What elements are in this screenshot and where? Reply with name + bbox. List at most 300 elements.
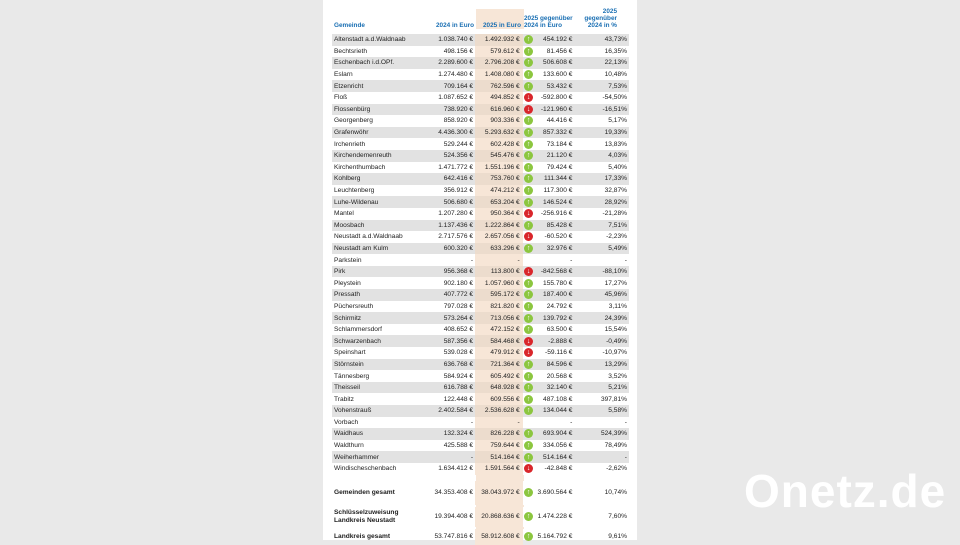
difference-euro: 155.780 € [543, 279, 573, 287]
table-row [332, 312, 629, 324]
arrow-up-icon: ↑ [524, 372, 533, 381]
value-2025: 2.796.208 € [475, 57, 523, 69]
table-row [332, 69, 629, 81]
municipality-name: Vorbach [334, 418, 359, 426]
difference-euro: -592.800 € [540, 94, 573, 102]
difference-euro: 84.596 € [546, 360, 573, 368]
value-2025: 1.222.864 € [475, 220, 523, 232]
trend-cell [523, 359, 535, 371]
value-2025: 1.591.564 € [475, 463, 523, 475]
value-2024: - [470, 256, 474, 264]
difference-percent: 7,53% [608, 82, 627, 90]
trend-cell [523, 440, 535, 452]
municipality-name: Schlammersdorf [334, 326, 383, 334]
table-row [332, 254, 629, 266]
trend-cell [523, 266, 535, 278]
table-row [332, 266, 629, 278]
difference-percent: 19,33% [604, 129, 627, 137]
value-2025: 759.644 € [475, 440, 523, 452]
trend-cell [523, 185, 535, 197]
difference-euro: - [570, 256, 573, 264]
municipality-name: Georgenberg [334, 117, 373, 125]
trend-cell [523, 80, 535, 92]
value-2025: 1.057.960 € [475, 277, 523, 289]
arrow-up-icon: ↑ [524, 290, 533, 299]
table-row [332, 46, 629, 58]
municipality-name: Windischeschenbach [334, 465, 397, 473]
value-2024: 1.038.740 € [438, 36, 474, 44]
municipality-name: Kirchendemenreuth [334, 152, 392, 160]
table-row [332, 335, 629, 347]
table-row [332, 220, 629, 232]
difference-percent: 4,03% [608, 152, 627, 160]
municipality-name: Störnstein [334, 360, 364, 368]
difference-euro: 487.108 € [543, 395, 573, 403]
table-row [332, 393, 629, 405]
trend-cell [523, 393, 535, 405]
header-pct: 2025 gegenüber 2024 in % [584, 8, 617, 29]
municipality-name: Neustadt a.d.Waldnaab [334, 233, 403, 241]
trend-cell [523, 173, 535, 185]
value-2024: 539.028 € [443, 349, 474, 357]
municipality-name: Pirk [334, 268, 346, 276]
total-2024: 53.747.816 € [434, 533, 474, 541]
table-row [332, 138, 629, 150]
header-gemeinde: Gemeinde [334, 22, 365, 29]
value-2024: 584.924 € [443, 372, 474, 380]
table-row [332, 162, 629, 174]
difference-euro: 63.500 € [546, 326, 573, 334]
municipality-name: Pressath [334, 291, 361, 299]
table-row [332, 324, 629, 336]
total-difference-percent: 7,60% [608, 513, 627, 521]
total-label: Schlüsselzuweisung Landkreis Neustadt [334, 508, 399, 524]
table-row [332, 104, 629, 116]
table-row [332, 463, 629, 475]
difference-percent: 78,49% [604, 442, 627, 450]
value-2024: 636.768 € [443, 360, 474, 368]
arrow-up-icon: ↑ [524, 116, 533, 125]
value-2025: 472.152 € [475, 324, 523, 336]
municipality-name: Eslarn [334, 71, 353, 79]
difference-percent: 32,87% [604, 187, 627, 195]
difference-euro: 117.300 € [543, 187, 573, 195]
difference-percent: -54,50% [602, 94, 627, 102]
total-difference-percent: 9,61% [608, 533, 627, 541]
municipality-name: Parkstein [334, 256, 362, 264]
difference-euro: -42.848 € [544, 465, 573, 473]
table-row [332, 347, 629, 359]
value-2024: 122.448 € [443, 395, 474, 403]
value-2024: 600.320 € [443, 244, 474, 252]
trend-cell [523, 277, 535, 289]
value-2024: 1.137.436 € [438, 221, 474, 229]
trend-cell [523, 57, 535, 69]
trend-cell [523, 208, 535, 220]
difference-percent: 397,81% [600, 395, 627, 403]
trend-cell [523, 324, 535, 336]
difference-euro: 32.140 € [546, 384, 573, 392]
municipality-name: Püchersreuth [334, 302, 374, 310]
table-body [332, 34, 629, 475]
arrow-up-icon: ↑ [524, 128, 533, 137]
trend-cell [523, 104, 535, 116]
arrow-up-icon: ↑ [524, 453, 533, 462]
arrow-down-icon: ↓ [524, 105, 533, 114]
municipality-name: Kirchenthumbach [334, 163, 386, 171]
difference-percent: 22,13% [604, 59, 627, 67]
trend-cell [523, 138, 535, 150]
total-2025: 38.043.972 € [475, 481, 523, 505]
trend-cell [523, 115, 535, 127]
difference-euro: 32.976 € [546, 244, 573, 252]
difference-percent: 524,39% [600, 430, 627, 438]
trend-cell [523, 69, 535, 81]
arrow-up-icon: ↑ [524, 58, 533, 67]
difference-euro: 44.416 € [546, 117, 573, 125]
difference-percent: -88,10% [602, 268, 627, 276]
arrow-down-icon: ↓ [524, 232, 533, 241]
value-2025: 605.492 € [475, 370, 523, 382]
arrow-up-icon: ↑ [524, 512, 533, 521]
municipality-name: Waidhaus [334, 430, 364, 438]
difference-euro: 85.428 € [546, 221, 573, 229]
total-difference-percent: 10,74% [604, 489, 627, 497]
table-row [332, 196, 629, 208]
arrow-up-icon: ↑ [524, 325, 533, 334]
value-2025: 648.928 € [475, 382, 523, 394]
table-row [332, 127, 629, 139]
trend-cell [523, 529, 535, 545]
value-2025: 113.800 € [475, 266, 523, 278]
arrow-up-icon: ↑ [524, 186, 533, 195]
trend-cell [523, 289, 535, 301]
municipality-name: Theisseil [334, 384, 361, 392]
difference-euro: 693.904 € [543, 430, 573, 438]
arrow-down-icon: ↓ [524, 348, 533, 357]
value-2024: 902.180 € [443, 279, 474, 287]
table-row [332, 289, 629, 301]
municipality-name: Neustadt am Kulm [334, 244, 389, 252]
arrow-down-icon: ↓ [524, 267, 533, 276]
difference-euro: 53.432 € [546, 82, 573, 90]
municipality-name: Etzenricht [334, 82, 364, 90]
value-2024: 956.368 € [443, 268, 474, 276]
total-2024: 34.353.408 € [434, 489, 474, 497]
municipality-name: Luhe-Wildenau [334, 198, 379, 206]
arrow-up-icon: ↑ [524, 314, 533, 323]
table-row [332, 417, 629, 429]
municipality-name: Leuchtenberg [334, 187, 375, 195]
difference-euro: 133.600 € [543, 71, 573, 79]
trend-cell [523, 417, 535, 429]
table-totals [332, 475, 629, 545]
value-2024: 407.772 € [443, 291, 474, 299]
value-2025: - [475, 417, 523, 429]
table-row [332, 57, 629, 69]
value-2025: 494.852 € [475, 92, 523, 104]
value-2024: 573.264 € [443, 314, 474, 322]
difference-percent: 16,35% [604, 47, 627, 55]
value-2024: 529.244 € [443, 140, 474, 148]
arrow-up-icon: ↑ [524, 302, 533, 311]
value-2024: 709.164 € [443, 82, 474, 90]
value-2025: 721.364 € [475, 359, 523, 371]
difference-euro: 134.044 € [543, 407, 573, 415]
trend-cell [523, 507, 535, 527]
table-row [332, 208, 629, 220]
value-2025: 653.204 € [475, 196, 523, 208]
table-row [332, 382, 629, 394]
value-2025: 514.164 € [475, 451, 523, 463]
trend-cell [523, 196, 535, 208]
difference-percent: 3,52% [608, 372, 627, 380]
trend-cell [523, 428, 535, 440]
trend-cell [523, 243, 535, 255]
municipality-name: Pleystein [334, 279, 361, 287]
trend-cell [523, 92, 535, 104]
value-2024: 356.912 € [443, 187, 474, 195]
total-row [332, 481, 629, 505]
table-row [332, 243, 629, 255]
difference-percent: -2,62% [606, 465, 627, 473]
value-2024: - [470, 418, 474, 426]
total-2025: 20.868.636 € [475, 507, 523, 527]
arrow-down-icon: ↓ [524, 337, 533, 346]
municipality-name: Floß [334, 94, 348, 102]
trend-cell [523, 254, 535, 266]
difference-percent: 45,96% [604, 291, 627, 299]
value-2025: 595.172 € [475, 289, 523, 301]
trend-cell [523, 34, 535, 46]
arrow-up-icon: ↑ [524, 406, 533, 415]
value-2025: 1.551.196 € [475, 162, 523, 174]
difference-euro: 139.792 € [543, 314, 573, 322]
difference-euro: 857.332 € [543, 129, 573, 137]
arrow-up-icon: ↑ [524, 198, 533, 207]
arrow-up-icon: ↑ [524, 35, 533, 44]
trend-cell [523, 451, 535, 463]
arrow-up-icon: ↑ [524, 441, 533, 450]
value-2024: 506.680 € [443, 198, 474, 206]
municipality-name: Tännesberg [334, 372, 370, 380]
municipality-name: Irchenrieth [334, 140, 366, 148]
arrow-up-icon: ↑ [524, 488, 533, 497]
arrow-up-icon: ↑ [524, 429, 533, 438]
difference-euro: 111.344 € [544, 175, 573, 183]
value-2025: 545.476 € [475, 150, 523, 162]
value-2025: 713.056 € [475, 312, 523, 324]
difference-euro: 73.184 € [546, 140, 573, 148]
trend-cell [523, 463, 535, 475]
table-row [332, 92, 629, 104]
total-2025: 58.912.608 € [475, 529, 523, 545]
value-2024: 616.788 € [443, 384, 474, 392]
difference-percent: 5,49% [608, 244, 627, 252]
value-2025: 753.760 € [475, 173, 523, 185]
arrow-up-icon: ↑ [524, 140, 533, 149]
difference-percent: -10,97% [602, 349, 627, 357]
value-2024: 797.028 € [443, 302, 474, 310]
value-2024: 1.634.412 € [438, 465, 474, 473]
difference-euro: -842.568 € [540, 268, 573, 276]
difference-euro: -60.520 € [544, 233, 573, 241]
arrow-up-icon: ↑ [524, 221, 533, 230]
municipality-name: Schwarzenbach [334, 337, 381, 345]
trend-cell [523, 405, 535, 417]
header-2025: 2025 in Euro [476, 9, 524, 29]
municipality-name: Flossenbürg [334, 105, 371, 113]
value-2025: 616.960 € [475, 104, 523, 116]
arrow-up-icon: ↑ [524, 279, 533, 288]
difference-euro: 514.164 € [543, 453, 573, 461]
table-row [332, 428, 629, 440]
trend-cell [523, 127, 535, 139]
difference-percent: 3,11% [608, 302, 627, 310]
total-label: Gemeinden gesamt [334, 488, 395, 496]
municipality-name: Waldthurn [334, 442, 364, 450]
difference-percent: 5,21% [608, 384, 627, 392]
municipality-name: Eschenbach i.d.OPf. [334, 59, 395, 67]
trend-cell [523, 370, 535, 382]
data-table [332, 9, 629, 545]
difference-percent: 5,58% [608, 407, 627, 415]
arrow-up-icon: ↑ [524, 244, 533, 253]
total-row [332, 529, 629, 545]
value-2024: 425.588 € [443, 442, 474, 450]
value-2024: 858.920 € [443, 117, 474, 125]
difference-euro: -2.888 € [548, 337, 573, 345]
difference-percent: 5,17% [608, 117, 627, 125]
trend-cell [523, 301, 535, 313]
municipality-name: Trabitz [334, 395, 354, 403]
total-2024: 19.394.408 € [434, 513, 474, 521]
arrow-up-icon: ↑ [524, 151, 533, 160]
difference-percent: 13,83% [604, 140, 627, 148]
value-2024: 587.356 € [443, 337, 474, 345]
table-row [332, 359, 629, 371]
table-row [332, 370, 629, 382]
article-sheet [323, 0, 637, 540]
difference-percent: 5,40% [608, 163, 627, 171]
difference-euro: 81.456 € [546, 47, 573, 55]
value-2024: - [470, 453, 474, 461]
value-2025: 579.612 € [475, 46, 523, 58]
value-2024: 2.289.600 € [438, 59, 474, 67]
value-2025: 609.556 € [475, 393, 523, 405]
municipality-name: Kohlberg [334, 175, 361, 183]
table-row [332, 231, 629, 243]
value-2025: 602.428 € [475, 138, 523, 150]
value-2024: 738.920 € [443, 105, 474, 113]
arrow-up-icon: ↑ [524, 395, 533, 404]
value-2024: 4.436.300 € [438, 129, 474, 137]
difference-euro: 79.424 € [546, 163, 573, 171]
table-row [332, 440, 629, 452]
difference-percent: 28,92% [604, 198, 627, 206]
value-2025: 762.596 € [475, 80, 523, 92]
total-difference-euro: 5.164.792 € [537, 533, 573, 541]
value-2025: 1.408.080 € [475, 69, 523, 81]
difference-percent: 7,51% [608, 221, 627, 229]
value-2024: 2.717.576 € [438, 233, 474, 241]
value-2025: 821.820 € [475, 301, 523, 313]
value-2025: 826.228 € [475, 428, 523, 440]
value-2025: 2.536.628 € [475, 405, 523, 417]
trend-cell [523, 347, 535, 359]
value-2024: 1.274.480 € [438, 71, 474, 79]
municipality-name: Schirmitz [334, 314, 362, 322]
arrow-down-icon: ↓ [524, 93, 533, 102]
value-2025: 2.657.056 € [475, 231, 523, 243]
trend-cell [523, 312, 535, 324]
value-2025: 584.468 € [475, 335, 523, 347]
value-2024: 642.416 € [443, 175, 474, 183]
header-2024: 2024 in Euro [435, 22, 474, 29]
difference-percent: 43,73% [604, 36, 627, 44]
municipality-name: Grafenwöhr [334, 129, 369, 137]
difference-euro: 187.400 € [543, 291, 573, 299]
difference-percent: 17,27% [604, 279, 627, 287]
difference-percent: -16,51% [602, 105, 627, 113]
table-header [332, 9, 629, 29]
difference-euro: 20.568 € [546, 372, 573, 380]
table-row [332, 451, 629, 463]
arrow-up-icon: ↑ [524, 383, 533, 392]
value-2025: 479.912 € [475, 347, 523, 359]
trend-cell [523, 162, 535, 174]
difference-euro: 454.192 € [543, 36, 573, 44]
difference-euro: 24.792 € [546, 302, 573, 310]
municipality-name: Weiherhammer [334, 453, 379, 461]
difference-percent: 13,29% [604, 360, 627, 368]
municipality-name: Bechtsrieth [334, 47, 367, 55]
value-2025: 950.364 € [475, 208, 523, 220]
municipality-name: Moosbach [334, 221, 365, 229]
difference-euro: -59.116 € [545, 349, 573, 357]
value-2024: 1.087.652 € [438, 94, 474, 102]
total-label: Landkreis gesamt [334, 532, 391, 540]
trend-cell [523, 150, 535, 162]
total-difference-euro: 1.474.228 € [537, 513, 573, 521]
table-row [332, 115, 629, 127]
header-diff: 2025 gegenüber 2024 in Euro [524, 15, 573, 29]
arrow-up-icon: ↑ [524, 163, 533, 172]
table-row [332, 34, 629, 46]
municipality-name: Altenstadt a.d.Waldnaab [334, 36, 406, 44]
value-2025: 903.336 € [475, 115, 523, 127]
value-2025: - [475, 254, 523, 266]
value-2025: 5.293.632 € [475, 127, 523, 139]
arrow-up-icon: ↑ [524, 70, 533, 79]
difference-euro: -256.916 € [540, 210, 573, 218]
table-row [332, 150, 629, 162]
arrow-up-icon: ↑ [524, 360, 533, 369]
trend-cell [523, 382, 535, 394]
difference-euro: 506.608 € [543, 59, 573, 67]
difference-euro: - [570, 418, 573, 426]
value-2024: 2.402.584 € [438, 407, 474, 415]
difference-euro: 146.524 € [543, 198, 573, 206]
arrow-down-icon: ↓ [524, 209, 533, 218]
difference-percent: -2,23% [606, 233, 627, 241]
difference-percent: 10,48% [604, 71, 627, 79]
difference-percent: -21,28% [602, 210, 627, 218]
difference-euro: -121.960 € [540, 105, 573, 113]
value-2024: 408.652 € [443, 326, 474, 334]
difference-percent: 17,33% [604, 175, 627, 183]
municipality-name: Mantel [334, 210, 354, 218]
